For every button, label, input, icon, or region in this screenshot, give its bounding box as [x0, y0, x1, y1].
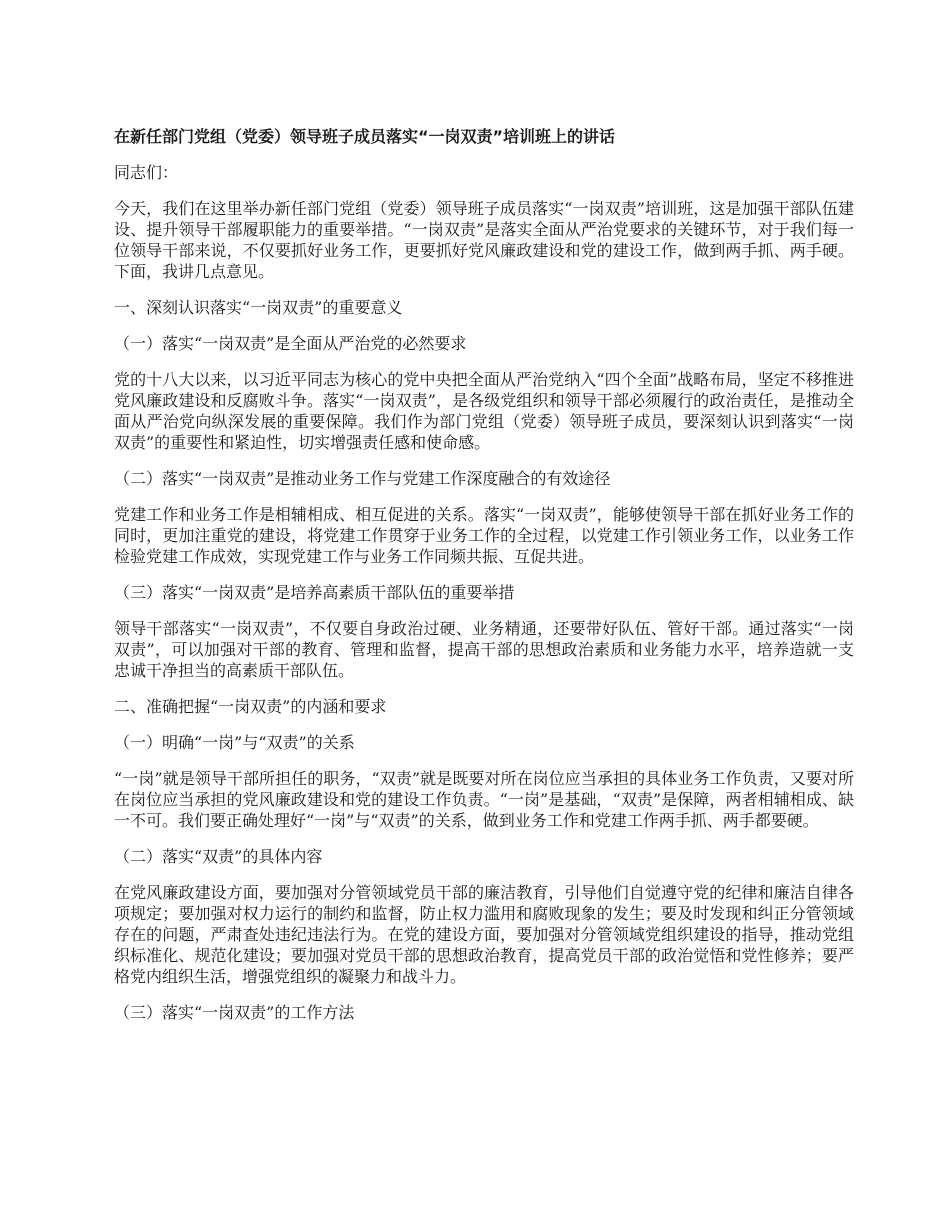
section-1-sub-3-heading: （三）落实“一岗双责”是培养高素质干部队伍的重要举措: [114, 583, 515, 602]
greeting: 同志们：: [114, 163, 179, 182]
section-1-sub-3-paragraph: 领导干部落实“一岗双责”，不仅要自身政治过硬、业务精通，还要带好队伍、管好干部。通过落实“一岗双责”，可以加强对干部的教育、管理和监督，提高干部的思想政治素质和业务能力水平，培养造就一支忠诚干净担当的高素质干部队伍。: [114, 619, 854, 680]
section-2-sub-1-paragraph: “一岗”就是领导干部所担任的职务，“双责”就是既要对所在岗位应当承担的具体业务工作负责，又要对所在岗位应当承担的党风廉政建设和党的建设工作负责。“一岗”是基础，“双责”是保障，两者相辅相成、缺一不可。我们要正确处理好“一岗”与“双责”的关系，做到业务工作和党建工作两手抓、两手都要硬。: [114, 769, 854, 830]
section-2-heading: 二、准确把握“一岗双责”的内涵和要求: [114, 697, 387, 716]
section-1-sub-1-heading: （一）落实“一岗双责”是全面从严治党的必然要求: [114, 334, 467, 353]
section-1-sub-1-paragraph: 党的十八大以来，以习近平同志为核心的党中央把全面从严治党纳入“四个全面”战略布局，坚定不移推进党风廉政建设和反腐败斗争。落实“一岗双责”，是各级党组织和领导干部必须履行的政治责任，是推动全面从严治党向纵深发展的重要保障。我们作为部门党组（党委）领导班子成员，要深刻认识到落实“一岗双责”的重要性和紧迫性，切实增强责任感和使命感。: [114, 370, 854, 452]
section-2-sub-3-heading: （三）落实“一岗双责”的工作方法: [114, 1003, 355, 1022]
section-2-sub-2-heading: （二）落实“双责”的具体内容: [114, 847, 323, 866]
section-1-sub-2-paragraph: 党建工作和业务工作是相辅相成、相互促进的关系。落实“一岗双责”，能够使领导干部在抓好业务工作的同时，更加注重党的建设，将党建工作贯穿于业务工作的全过程，以党建工作引领业务工作，以业务工作检验党建工作成效，实现党建工作与业务工作同频共振、互促共进。: [114, 505, 854, 566]
document-page: [114, 126, 854, 1038]
document-title: 在新任部门党组（党委）领导班子成员落实“一岗双责”培训班上的讲话: [114, 127, 616, 146]
section-1-heading: 一、深刻认识落实“一岗双责”的重要意义: [114, 298, 403, 317]
intro-paragraph: 今天，我们在这里举办新任部门党组（党委）领导班子成员落实“一岗双责”培训班，这是加强干部队伍建设、提升领导干部履职能力的重要举措。“一岗双责”是落实全面从严治党要求的关键环节，对于我们每一位领导干部来说，不仅要抓好业务工作，更要抓好党风廉政建设和党的建设工作，做到两手抓、两手硬。下面，我讲几点意见。: [114, 199, 854, 281]
section-2-sub-2-paragraph: 在党风廉政建设方面，要加强对分管领域党员干部的廉洁教育，引导他们自觉遵守党的纪律和廉洁自律各项规定；要加强对权力运行的制约和监督，防止权力滥用和腐败现象的发生；要及时发现和纠正分管领域存在的问题，严肃查处违纪违法行为。在党的建设方面，要加强对分管领域党组织建设的指导，推动党组织标准化、规范化建设；要加强对党员干部的思想政治教育，提高党员干部的政治觉悟和党性修养；要严格党内组织生活，增强党组织的凝聚力和战斗力。: [114, 883, 854, 986]
section-2-sub-1-heading: （一）明确“一岗”与“双责”的关系: [114, 733, 355, 752]
section-1-sub-2-heading: （二）落实“一岗双责”是推动业务工作与党建工作深度融合的有效途径: [114, 469, 611, 488]
